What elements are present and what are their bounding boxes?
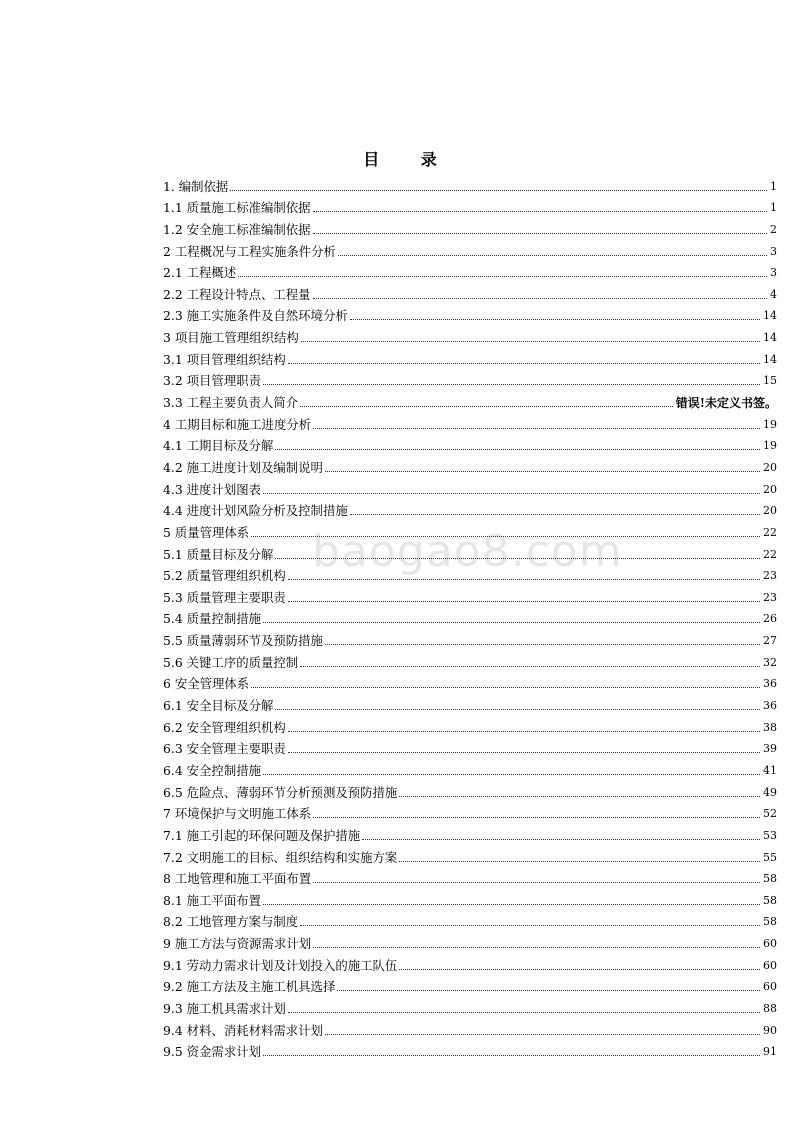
dot-leader <box>288 1012 760 1013</box>
toc-entry-page: 27 <box>763 634 777 648</box>
toc-entry-label: 9.2 施工方法及主施工机具选择 <box>163 979 336 995</box>
toc-entry-page: 22 <box>763 525 777 539</box>
toc-entry-page: 3 <box>770 266 777 280</box>
toc-entry[interactable] <box>163 1016 777 1038</box>
toc-entry-label: 5.2 质量管理组织机构 <box>163 568 286 584</box>
dot-leader <box>301 341 760 342</box>
toc-entry-label: 8.1 施工平面布置 <box>163 892 261 908</box>
dot-leader <box>313 947 760 948</box>
toc-entry-page: 19 <box>763 417 777 431</box>
dot-leader <box>275 558 760 559</box>
toc-entry-label: 5.6 关键工序的质量控制 <box>163 654 299 670</box>
toc-entry-label: 1.2 安全施工标准编制依据 <box>163 221 311 237</box>
toc-entry[interactable] <box>163 194 777 216</box>
toc-entry-label: 4.3 进度计划图表 <box>163 481 261 497</box>
toc-entry-label: 6.2 安全管理组织机构 <box>163 719 286 735</box>
toc-entry[interactable] <box>163 410 777 432</box>
toc-entry[interactable] <box>163 583 777 605</box>
toc-entry-page: 22 <box>763 547 777 561</box>
toc-entry-page: 58 <box>763 915 777 929</box>
toc-entry[interactable] <box>163 691 777 713</box>
toc-entry-label: 9.1 劳动力需求计划及计划投入的施工队伍 <box>163 957 398 973</box>
toc-entry-label: 1. 编制依据 <box>163 178 229 194</box>
toc-entry-page: 1 <box>770 201 777 215</box>
dot-leader <box>300 925 760 926</box>
dot-leader <box>263 1055 760 1056</box>
dot-leader <box>230 190 767 191</box>
toc-entry-label: 7 环境保护与文明施工体系 <box>163 806 312 822</box>
toc-entry-label: 6 安全管理体系 <box>163 676 250 692</box>
toc-entry-label: 8 工地管理和施工平面布置 <box>163 871 312 887</box>
toc-entry-page: 14 <box>763 352 777 366</box>
toc-entry-page: 4 <box>770 287 777 301</box>
toc-entry-page: 55 <box>763 850 777 864</box>
toc-entry-page: 23 <box>763 569 777 583</box>
toc-entry-page-error: 错误!未定义书签。 <box>675 396 777 411</box>
toc-entry-page: 58 <box>763 872 777 886</box>
toc-entry-page: 38 <box>763 720 777 734</box>
toc-entry[interactable] <box>163 1038 777 1060</box>
toc-entry[interactable] <box>163 280 777 302</box>
toc-entry-label: 6.5 危险点、薄弱环节分析预测及预防措施 <box>163 784 398 800</box>
dot-leader <box>251 687 760 688</box>
dot-leader <box>362 839 760 840</box>
toc-entry-page: 19 <box>763 439 777 453</box>
toc-entry-label: 9 施工方法与资源需求计划 <box>163 936 312 952</box>
table-of-contents <box>163 172 777 1059</box>
dot-leader <box>275 709 760 710</box>
toc-entry-label: 4.1 工期目标及分解 <box>163 438 274 454</box>
dot-leader <box>238 276 767 277</box>
toc-entry-page: 88 <box>763 1001 777 1015</box>
dot-leader <box>313 817 760 818</box>
toc-entry-label: 2.2 工程设计特点、工程量 <box>163 286 311 302</box>
dot-leader <box>263 622 760 623</box>
toc-entry[interactable] <box>163 973 777 995</box>
toc-entry-page: 36 <box>763 677 777 691</box>
toc-entry[interactable] <box>163 929 777 951</box>
toc-entry[interactable] <box>163 865 777 887</box>
toc-entry-page: 60 <box>763 937 777 951</box>
toc-entry-page: 49 <box>763 785 777 799</box>
toc-entry-page: 20 <box>763 460 777 474</box>
dot-leader <box>263 493 760 494</box>
dot-leader <box>313 233 767 234</box>
toc-entry-page: 1 <box>770 179 777 193</box>
toc-entry-label: 3.1 项目管理组织结构 <box>163 351 286 367</box>
toc-entry-label: 7.1 施工引起的环保问题及保护措施 <box>163 827 361 843</box>
toc-entry-page: 20 <box>763 504 777 518</box>
dot-leader <box>350 319 760 320</box>
toc-entry[interactable] <box>163 886 777 908</box>
dot-leader <box>251 536 760 537</box>
dot-leader <box>313 882 760 883</box>
toc-entry[interactable] <box>163 908 777 930</box>
toc-entry-page: 3 <box>770 244 777 258</box>
toc-entry-label: 4 工期目标和施工进度分析 <box>163 416 312 432</box>
toc-entry-label: 7.2 文明施工的目标、组织结构和实施方案 <box>163 849 398 865</box>
dot-leader <box>399 796 760 797</box>
toc-entry-label: 5.5 质量薄弱环节及预防措施 <box>163 633 323 649</box>
dot-leader <box>288 363 760 364</box>
toc-entry[interactable] <box>163 323 777 345</box>
dot-leader <box>325 471 760 472</box>
dot-leader <box>313 298 767 299</box>
toc-entry[interactable] <box>163 735 777 757</box>
dot-leader <box>325 644 760 645</box>
toc-entry[interactable] <box>163 540 777 562</box>
toc-entry[interactable] <box>163 670 777 692</box>
toc-entry[interactable] <box>163 562 777 584</box>
toc-entry-page: 32 <box>763 655 777 669</box>
toc-entry[interactable] <box>163 605 777 627</box>
toc-entry[interactable] <box>163 778 777 800</box>
toc-entry[interactable] <box>163 432 777 454</box>
dot-leader <box>313 211 767 212</box>
dot-leader <box>288 579 760 580</box>
toc-entry[interactable] <box>163 215 777 237</box>
toc-entry[interactable] <box>163 172 777 194</box>
dot-leader <box>300 406 673 407</box>
toc-entry-page: 26 <box>763 612 777 626</box>
toc-entry[interactable] <box>163 756 777 778</box>
dot-leader <box>288 601 760 602</box>
dot-leader <box>350 514 760 515</box>
toc-entry-label: 2.3 施工实施条件及自然环境分析 <box>163 308 348 324</box>
toc-entry-page: 53 <box>763 828 777 842</box>
toc-entry[interactable] <box>163 518 777 540</box>
toc-entry-label: 5 质量管理体系 <box>163 524 250 540</box>
toc-entry-page: 14 <box>763 309 777 323</box>
toc-entry-label: 2.1 工程概述 <box>163 265 237 281</box>
dot-leader <box>263 384 760 385</box>
toc-entry[interactable] <box>163 951 777 973</box>
toc-entry-page: 91 <box>763 1045 777 1059</box>
toc-entry-label: 9.5 资金需求计划 <box>163 1044 261 1060</box>
toc-entry[interactable] <box>163 237 777 259</box>
toc-entry-label: 5.1 质量目标及分解 <box>163 546 274 562</box>
toc-entry-label: 5.4 质量控制措施 <box>163 611 261 627</box>
toc-entry-page: 90 <box>763 1023 777 1037</box>
toc-entry-label: 4.2 施工进度计划及编制说明 <box>163 459 323 475</box>
toc-entry-page: 60 <box>763 980 777 994</box>
dot-leader <box>288 752 760 753</box>
toc-entry-page: 60 <box>763 958 777 972</box>
toc-entry[interactable] <box>163 713 777 735</box>
dot-leader <box>313 428 760 429</box>
dot-leader <box>338 255 767 256</box>
toc-entry-label: 6.3 安全管理主要职责 <box>163 741 286 757</box>
toc-entry[interactable] <box>163 626 777 648</box>
toc-entry-page: 41 <box>763 763 777 777</box>
toc-entry-label: 9.4 材料、消耗材料需求计划 <box>163 1022 323 1038</box>
toc-entry-label: 3.3 工程主要负责人简介 <box>163 395 299 411</box>
toc-entry[interactable] <box>163 259 777 281</box>
watermark: baogao8.com <box>312 526 623 577</box>
toc-title: 目 录 <box>363 150 455 169</box>
dot-leader <box>263 904 760 905</box>
dot-leader <box>325 1034 760 1035</box>
toc-entry[interactable] <box>163 821 777 843</box>
toc-entry-label: 3 项目施工管理组织结构 <box>163 330 299 346</box>
toc-entry[interactable] <box>163 302 777 324</box>
toc-entry-label: 1.1 质量施工标准编制依据 <box>163 200 311 216</box>
toc-entry[interactable] <box>163 345 777 367</box>
toc-entry-page: 23 <box>763 590 777 604</box>
toc-entry-label: 5.3 质量管理主要职责 <box>163 589 286 605</box>
dot-leader <box>399 861 760 862</box>
toc-entry[interactable] <box>163 994 777 1016</box>
dot-leader <box>399 969 760 970</box>
toc-entry-label: 4.4 进度计划风险分析及控制措施 <box>163 503 348 519</box>
toc-entry[interactable] <box>163 475 777 497</box>
toc-entry-page: 36 <box>763 699 777 713</box>
toc-entry-page: 20 <box>763 482 777 496</box>
toc-entry[interactable] <box>163 388 777 410</box>
dot-leader <box>288 731 760 732</box>
dot-leader <box>263 774 760 775</box>
toc-entry[interactable] <box>163 497 777 519</box>
toc-entry[interactable] <box>163 367 777 389</box>
toc-entry-label: 6.1 安全目标及分解 <box>163 698 274 714</box>
toc-entry-page: 58 <box>763 893 777 907</box>
toc-entry[interactable] <box>163 648 777 670</box>
toc-entry[interactable] <box>163 843 777 865</box>
toc-entry[interactable] <box>163 800 777 822</box>
toc-entry-page: 2 <box>770 222 777 236</box>
toc-entry-label: 9.3 施工机具需求计划 <box>163 1000 286 1016</box>
toc-entry[interactable] <box>163 453 777 475</box>
toc-entry-label: 2 工程概况与工程实施条件分析 <box>163 243 336 259</box>
toc-entry-page: 15 <box>763 374 777 388</box>
toc-entry-label: 3.2 项目管理职责 <box>163 373 261 389</box>
dot-leader <box>275 449 760 450</box>
toc-entry-label: 8.2 工地管理方案与制度 <box>163 914 299 930</box>
toc-entry-page: 39 <box>763 742 777 756</box>
dot-leader <box>300 666 760 667</box>
toc-entry-page: 52 <box>763 807 777 821</box>
toc-entry-page: 14 <box>763 331 777 345</box>
dot-leader <box>337 990 760 991</box>
toc-entry-label: 6.4 安全控制措施 <box>163 762 261 778</box>
